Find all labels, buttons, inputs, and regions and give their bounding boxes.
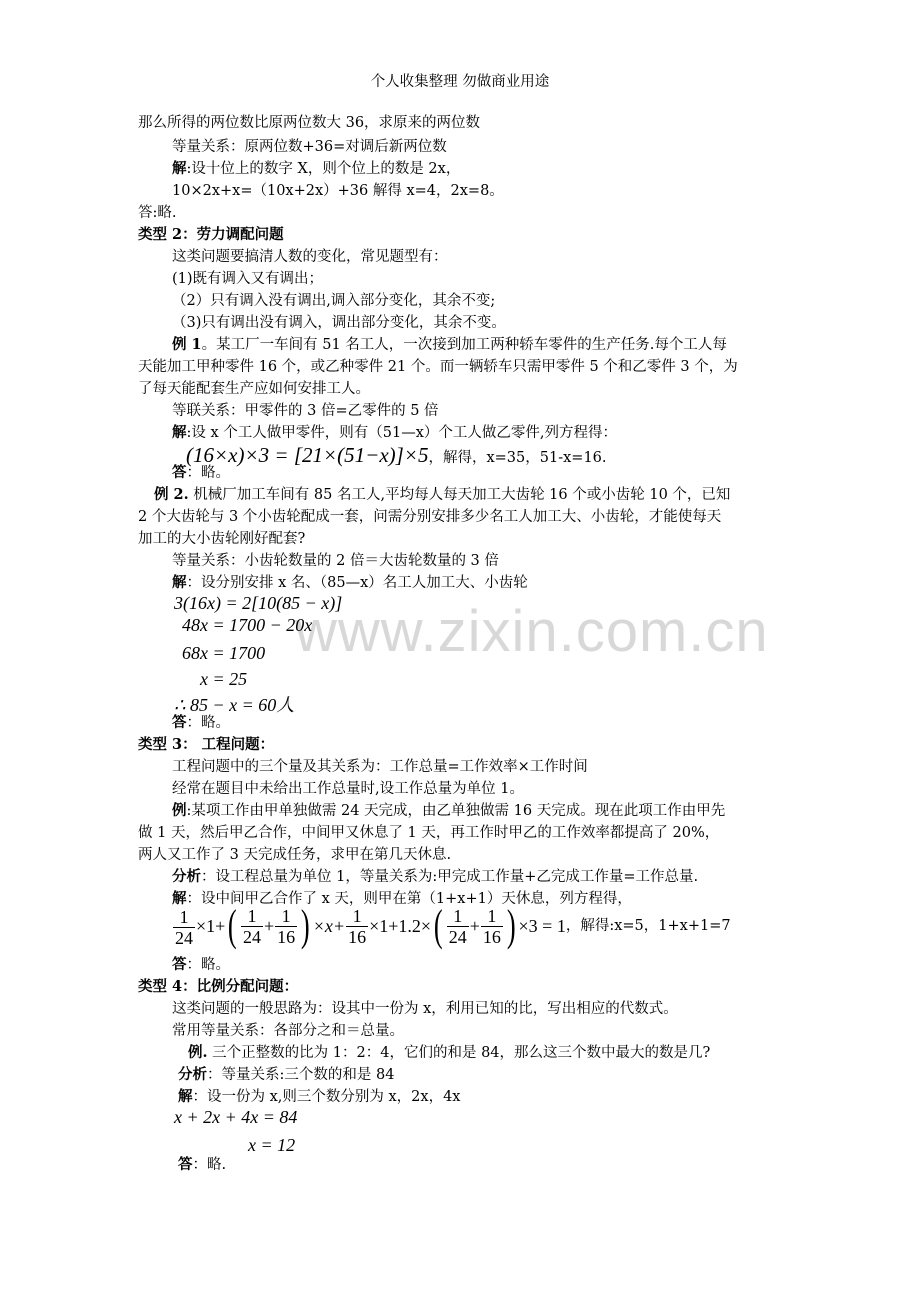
example-label: 例 2. bbox=[154, 486, 189, 503]
analysis-line bbox=[178, 1066, 394, 1084]
text-line: 这类问题的一般思路为：设其中一份为 x，利用已知的比，写出相应的代数式。 bbox=[172, 1001, 678, 1017]
answer-text: ：略. bbox=[192, 1157, 227, 1173]
fraction bbox=[172, 904, 196, 948]
denominator: 24 bbox=[175, 928, 193, 949]
fraction bbox=[481, 906, 503, 947]
equation-text: ×1+ bbox=[196, 916, 226, 937]
example-label: 例 bbox=[172, 802, 187, 819]
solution-text: :设 x 个工人做甲零件，则有（51—x）个工人做乙零件,列方程得： bbox=[186, 425, 618, 441]
equation-text: ×x+ bbox=[312, 916, 346, 937]
example-4-line bbox=[188, 1044, 710, 1062]
solution-text: ：设一份为 x,则三个数分别为 x，2x，4x bbox=[192, 1089, 461, 1105]
example-1-line: 天能加工甲种零件 16 个，或乙种零件 21 个。而一辆轿车只需甲零件 5 个和乙零件 3 个，为 bbox=[138, 359, 738, 375]
example-text: 。某工厂一车间有 51 名工人，一次接到加工两种轿车零件的生产任务.每个工人每 bbox=[201, 337, 727, 353]
example-3-line bbox=[172, 802, 725, 820]
numerator: 1 bbox=[346, 906, 368, 927]
answer-line bbox=[172, 714, 230, 732]
equation-4-step: x = 12 bbox=[248, 1135, 296, 1155]
answer-text: ：略。 bbox=[186, 465, 230, 481]
analysis-label: 分析 bbox=[172, 868, 201, 885]
analysis-text: ：设工程总量为单位 1，等量关系为:甲完成工作量+乙完成工作量=工作总量. bbox=[201, 869, 699, 885]
equation-2-step: 68x = 1700 bbox=[182, 643, 266, 663]
answer-text: ：略。 bbox=[186, 715, 230, 731]
analysis-label: 分析 bbox=[178, 1066, 207, 1083]
equation-1 bbox=[186, 440, 607, 473]
denominator: 16 bbox=[277, 926, 296, 947]
plus-sign: + bbox=[469, 916, 480, 937]
example-3-line: 做 1 天，然后甲乙合作，中间甲又休息了 1 天，再工作时甲乙的工作效率都提高了 20%， bbox=[138, 825, 720, 841]
answer-line bbox=[172, 464, 230, 482]
solution-label: 解 bbox=[178, 1088, 193, 1105]
numerator: 1 bbox=[173, 907, 195, 928]
numerator: 1 bbox=[447, 906, 469, 927]
text-line: 工程问题中的三个量及其关系为：工作总量=工作效率×工作时间 bbox=[172, 759, 588, 775]
plus-sign: + bbox=[263, 916, 275, 937]
watermark bbox=[295, 598, 769, 665]
answer-line bbox=[178, 1156, 226, 1174]
left-paren: ( bbox=[228, 901, 238, 951]
numerator: 1 bbox=[241, 906, 263, 927]
page-header: 个人收集整理 勿做商业用途 bbox=[370, 74, 550, 90]
equation-4-step: x + 2x + 4x = 84 bbox=[174, 1107, 298, 1127]
answer-text: ：略。 bbox=[186, 957, 230, 973]
section-title-type4: 类型 4：比例分配问题： bbox=[138, 978, 299, 995]
equation-text: ×3 = 1 bbox=[518, 916, 566, 937]
equation-text: ×1+1.2× bbox=[369, 916, 432, 937]
example-text: :某项工作由甲单独做需 24 天完成，由乙单独做需 16 天完成。现在此项工作由甲先 bbox=[186, 803, 726, 819]
equation-lhs: (16×x)×3 = [21×(51−x)]×5 bbox=[186, 443, 429, 467]
answer-line: 答:略. bbox=[138, 205, 177, 221]
solution-label: 解 bbox=[172, 890, 187, 907]
section-title-type2: 类型 2：劳力调配问题 bbox=[138, 226, 284, 243]
solution-label: 解 bbox=[172, 574, 187, 591]
denominator: 24 bbox=[242, 926, 261, 947]
fraction bbox=[346, 906, 368, 947]
analysis-text: ：等量关系:三个数的和是 84 bbox=[207, 1067, 395, 1083]
equation-relation: 等量关系：小齿轮数量的 2 倍＝大齿轮数量的 3 倍 bbox=[172, 553, 499, 569]
numerator: 1 bbox=[481, 906, 503, 927]
solution-line bbox=[172, 160, 460, 178]
solution-text: ：设分别安排 x 名、（85—x）名工人加工大、小齿轮 bbox=[186, 575, 528, 591]
fraction bbox=[275, 906, 297, 947]
fraction bbox=[447, 906, 469, 947]
example-1-line: 了每天能配套生产应如何安排工人。 bbox=[138, 381, 370, 397]
equation-relation: 等量关系：原两位数+36=对调后新两位数 bbox=[172, 139, 447, 155]
answer-label: 答 bbox=[172, 956, 187, 973]
solution-text: :设十位上的数字 X，则个位上的数是 2x， bbox=[186, 161, 461, 177]
numerator: 1 bbox=[275, 906, 297, 927]
text-line: 这类问题要搞清人数的变化，常见题型有： bbox=[172, 249, 448, 265]
text-line: (1)既有调入又有调出； bbox=[172, 271, 324, 287]
text-line: （3)只有调出没有调入，调出部分变化，其余不变。 bbox=[172, 315, 506, 331]
problem-text-line: 那么所得的两位数比原两位数大 36，求原来的两位数 bbox=[138, 115, 481, 131]
example-1-line bbox=[172, 336, 727, 354]
equation-relation: 等联关系：甲零件的 3 倍=乙零件的 5 倍 bbox=[172, 403, 439, 419]
equation-tail: ，解得，x=35，51-x=16. bbox=[428, 450, 607, 466]
right-paren: ) bbox=[301, 901, 310, 951]
equation-2-step: ∴ 85 − x = 60人 bbox=[174, 695, 295, 715]
example-text: 三个正整数的比为 1：2：4，它们的和是 84，那么这三个数中最大的数是几? bbox=[207, 1045, 711, 1061]
answer-line bbox=[172, 956, 230, 974]
analysis-line bbox=[172, 868, 698, 886]
equation-2-step: 48x = 1700 − 20x bbox=[182, 615, 313, 635]
section-title-type3: 类型 3： 工程问题： bbox=[138, 736, 275, 753]
equation-2-step: 3(16x) = 2[10(85 − x)] bbox=[174, 593, 343, 613]
example-3-line: 两人又工作了 3 天完成任务，求甲在第几天休息. bbox=[138, 847, 452, 863]
solution-text: ：设中间甲乙合作了 x 天，则甲在第（1+x+1）天休息，列方程得， bbox=[186, 891, 632, 907]
example-2-line: 2 个大齿轮与 3 个小齿轮配成一套，问需分别安排多少名工人加工大、小齿轮，才能使每天 bbox=[138, 509, 722, 525]
denominator: 24 bbox=[448, 926, 467, 947]
denominator: 16 bbox=[348, 926, 367, 947]
text-line: 经常在题目中未给出工作总量时,设工作总量为单位 1。 bbox=[172, 781, 524, 797]
fraction bbox=[173, 907, 195, 948]
denominator: 16 bbox=[482, 926, 501, 947]
example-label: 例 1 bbox=[172, 336, 202, 353]
equation-2-step: x = 25 bbox=[200, 669, 248, 689]
fraction bbox=[241, 906, 263, 947]
example-2-line: 加工的大小齿轮刚好配套? bbox=[138, 531, 306, 547]
example-2-line bbox=[154, 486, 730, 504]
equation-tail: ，解得:x=5，1+x+1=7 bbox=[565, 918, 731, 935]
left-paren: ( bbox=[433, 901, 443, 951]
example-label: 例. bbox=[188, 1044, 208, 1061]
solution-label: 解 bbox=[172, 160, 187, 177]
answer-label: 答 bbox=[172, 464, 187, 481]
example-text: 机械厂加工车间有 85 名工人,平均每人每天加工大齿轮 16 个或小齿轮 10 个，已知 bbox=[188, 487, 731, 503]
equation-3 bbox=[172, 901, 731, 951]
answer-label: 答 bbox=[178, 1156, 193, 1173]
watermark-text: www.zixin.com.cn bbox=[295, 599, 769, 664]
solution-label: 解 bbox=[172, 424, 187, 441]
text-line: （2）只有调入没有调出,调入部分变化，其余不变; bbox=[172, 293, 496, 309]
right-paren: ) bbox=[506, 901, 516, 951]
solution-equation: 10×2x+x=（10x+2x）+36 解得 x=4，2x=8。 bbox=[172, 183, 504, 199]
text-line: 常用等量关系：各部分之和＝总量。 bbox=[172, 1023, 404, 1039]
answer-label: 答 bbox=[172, 714, 187, 731]
